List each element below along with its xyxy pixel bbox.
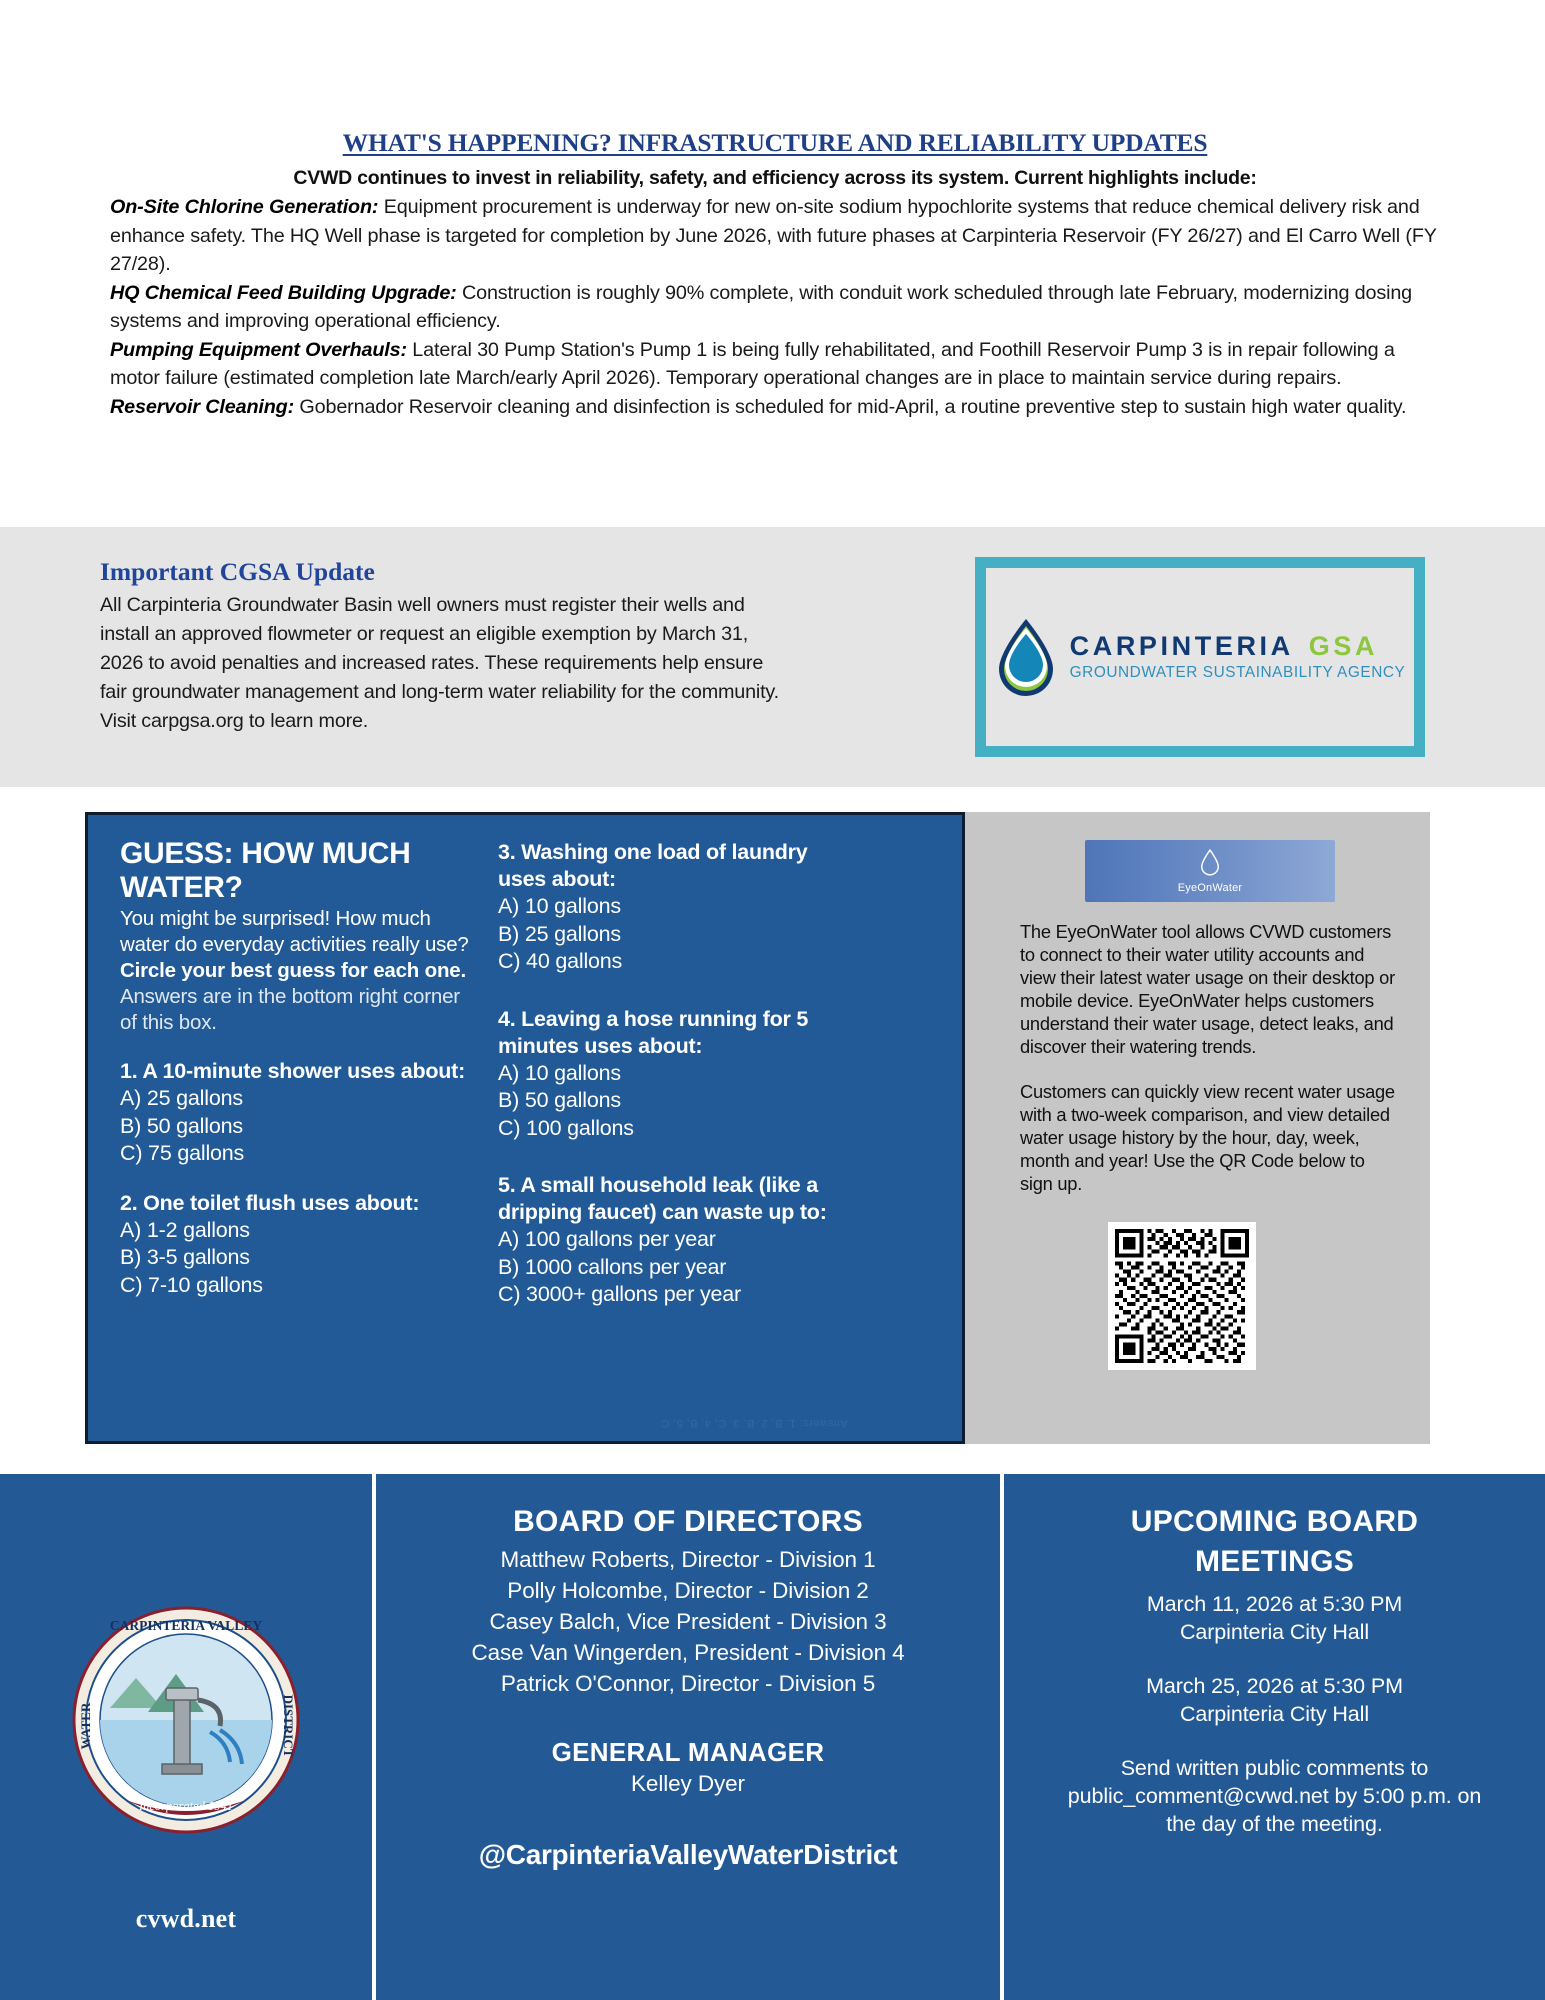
- board-member: Polly Holcombe, Director - Division 2: [507, 1578, 869, 1603]
- cgsa-logo: [995, 617, 1406, 697]
- quiz-question: [498, 839, 850, 976]
- cvwd-seal-logo: [70, 1604, 302, 1836]
- social-handle[interactable]: @CarpinteriaValleyWaterDistrict: [478, 1839, 898, 1870]
- meetings-heading-line2: MEETINGS: [1194, 1545, 1355, 1578]
- infrastructure-lead: CVWD continues to invest in reliability, safety, and efficiency across its system. Current highlights include:: [293, 167, 1257, 189]
- general-manager-heading: GENERAL MANAGER: [551, 1737, 825, 1767]
- cgsa-section: [0, 527, 1545, 787]
- meeting-location: Carpinteria City Hall: [1179, 1702, 1370, 1726]
- quiz-option[interactable]: A) 10 gallons: [498, 894, 621, 918]
- quiz-option[interactable]: B) 50 gallons: [498, 1088, 621, 1112]
- infrastructure-item-text: Gobernador Reservoir cleaning and disinfection is scheduled for mid-April, a routine preventive step to sustain high water quality.: [294, 395, 1407, 418]
- infrastructure-item-label: On-Site Chlorine Generation:: [110, 196, 379, 218]
- page-title: WHAT'S HAPPENING? INFRASTRUCTURE AND RELIABILITY UPDATES: [342, 128, 1208, 157]
- quiz-question: [120, 1190, 472, 1300]
- footer-board-column: [376, 1474, 1000, 2000]
- infrastructure-item-text: Equipment procurement is underway for new on-site sodium hypochlorite systems that reduce chemical delivery risk and enhance safety. The HQ Well phase is targeted for completion by June 2026, with future phases at Carpinteria Reservoir (FY 26/27) and El Carro Well (FY 27/28).: [110, 196, 1437, 275]
- meeting-date: March 25, 2026 at 5:30 PM: [1146, 1674, 1403, 1698]
- general-manager-name: Kelley Dyer: [631, 1771, 745, 1796]
- quiz-question-title: 1. A 10-minute shower uses about:: [120, 1059, 465, 1083]
- quiz-option[interactable]: C) 7-10 gallons: [120, 1272, 263, 1297]
- eyeonwater-paragraph: Customers can quickly view recent water usage with a two-week comparison, and view detailed water usage history by the hour, day, week, month and year! Use the QR Code below to sign up.: [1020, 1081, 1395, 1194]
- quiz-question-title: 4. Leaving a hose running for 5 minutes uses about:: [498, 1006, 809, 1058]
- infrastructure-section: [0, 0, 1545, 421]
- footer: [0, 1474, 1545, 2000]
- meeting-date: March 11, 2026 at 5:30 PM: [1146, 1592, 1403, 1616]
- qr-code[interactable]: [1108, 1222, 1256, 1370]
- quiz-question-title: 5. A small household leak (like a dripping faucet) can waste up to:: [498, 1173, 827, 1224]
- eyeonwater-logo: [1085, 840, 1335, 902]
- quiz-intro-part1: You might be surprised! How much water do everyday activities really use?: [120, 907, 469, 956]
- quiz-question: [120, 1058, 472, 1168]
- infrastructure-item-label: HQ Chemical Feed Building Upgrade:: [110, 281, 457, 304]
- board-member: Case Van Wingerden, President - Division 4: [471, 1640, 905, 1665]
- quiz-option[interactable]: B) 25 gallons: [498, 921, 621, 946]
- website-label[interactable]: cvwd.net: [135, 1904, 237, 1933]
- quiz-heading: GUESS: HOW MUCH WATER?: [120, 837, 411, 904]
- cgsa-body: All Carpinteria Groundwater Basin well owners must register their wells and install an approved flowmeter or request an eligible exemption by March 31, 2026 to avoid penalties and increased rates. These requirements help ensure fair groundwater management and long-term water reliability for the community. Visit carpgsa.org to learn more.: [100, 594, 779, 732]
- infrastructure-item-label: Reservoir Cleaning:: [110, 395, 295, 418]
- eyeonwater-panel: [990, 812, 1430, 1444]
- svg-text:WATER: WATER: [78, 1702, 93, 1750]
- quiz-question-title: 3. Washing one load of laundry uses about:: [498, 840, 808, 891]
- quiz-option[interactable]: C) 75 gallons: [120, 1141, 245, 1165]
- footer-meetings-column: [1004, 1474, 1545, 2000]
- meetings-heading-line1: UPCOMING BOARD: [1130, 1505, 1419, 1538]
- quiz-intro-part2: Answers are in the bottom right corner of this box.: [120, 985, 460, 1034]
- public-comments-note: Send written public comments to public_comment@cvwd.net by 5:00 p.m. on the day of the meeting.: [1067, 1756, 1482, 1836]
- quiz-option[interactable]: A) 100 gallons per year: [498, 1227, 716, 1251]
- eyeonwater-logo-label: EyeOnWater: [1177, 882, 1243, 894]
- quiz-option[interactable]: A) 10 gallons: [498, 1060, 621, 1085]
- quiz-intro: [120, 906, 472, 1036]
- quiz-question: [498, 1006, 850, 1143]
- quiz-option[interactable]: B) 3-5 gallons: [120, 1245, 250, 1269]
- cgsa-text-block: [100, 557, 780, 736]
- cgsa-logo-text: [1070, 633, 1406, 680]
- quiz-option[interactable]: B) 1000 callons per year: [498, 1254, 727, 1279]
- quiz-option[interactable]: C) 40 gallons: [498, 949, 623, 973]
- water-drop-icon: [1199, 848, 1221, 881]
- board-heading: BOARD OF DIRECTORS: [513, 1505, 863, 1538]
- quiz-section: [0, 812, 1545, 1444]
- infrastructure-item: [110, 279, 1440, 336]
- water-drop-icon: [995, 617, 1057, 697]
- infrastructure-item-label: Pumping Equipment Overhauls:: [110, 338, 407, 361]
- board-member: Patrick O'Connor, Director - Division 5: [500, 1671, 876, 1696]
- footer-logo-column: [0, 1474, 372, 2000]
- cgsa-logo-main-word: CARPINTERIA: [1069, 631, 1294, 662]
- infrastructure-item-text: Lateral 30 Pump Station's Pump 1 is being fully rehabilitated, and Foothill Reservoir Pump 3 is in repair following a motor failure (estimated completion late March/early April 2026). Temporary operational changes are in place to maintain service during repairs.: [110, 338, 1395, 389]
- cgsa-logo-gsa-word: GSA: [1308, 631, 1379, 662]
- quiz-option[interactable]: A) 25 gallons: [120, 1086, 243, 1110]
- board-member: Matthew Roberts, Director - Division 1: [500, 1547, 876, 1572]
- quiz-question: [498, 1172, 850, 1309]
- infrastructure-item: [110, 393, 1440, 422]
- quiz-option[interactable]: C) 3000+ gallons per year: [498, 1282, 741, 1306]
- svg-text:Incorporated 1941: Incorporated 1941: [138, 1799, 234, 1813]
- infrastructure-item: [110, 336, 1440, 393]
- infrastructure-item: [110, 193, 1440, 279]
- svg-text:CARPINTERIA VALLEY: CARPINTERIA VALLEY: [109, 1618, 263, 1633]
- board-member: Casey Balch, Vice President - Division 3: [489, 1609, 887, 1634]
- quiz-answer-key: Answers: 1. B, 2. B, 3. C, 4. B, 5. C: [661, 1417, 848, 1429]
- svg-text:DISTRICT: DISTRICT: [281, 1694, 296, 1758]
- infrastructure-item-text: Construction is roughly 90% complete, with conduit work scheduled through late February, modernizing dosing systems and improving operational efficiency.: [110, 281, 1413, 332]
- quiz-box: [85, 812, 965, 1444]
- quiz-column-left: [120, 837, 472, 1441]
- quiz-question-title: 2. One toilet flush uses about:: [120, 1190, 420, 1215]
- cgsa-logo-tagline: GROUNDWATER SUSTAINABILITY AGENCY: [1069, 664, 1406, 682]
- quiz-option[interactable]: C) 100 gallons: [498, 1115, 634, 1140]
- quiz-column-right: [498, 837, 850, 1441]
- cgsa-title: Important CGSA Update: [100, 557, 375, 586]
- cgsa-logo-frame: [975, 557, 1425, 757]
- quiz-intro-bold: Circle your best guess for each one.: [120, 959, 466, 982]
- meeting-location: Carpinteria City Hall: [1179, 1620, 1370, 1644]
- quiz-option[interactable]: A) 1-2 gallons: [120, 1217, 250, 1242]
- eyeonwater-paragraph: The EyeOnWater tool allows CVWD customers to connect to their water utility accounts and view their latest water usage on their desktop or mobile device. EyeOnWater helps customers understand their water usage, detect leaks, and discover their watering trends.: [1020, 921, 1395, 1057]
- quiz-option[interactable]: B) 50 gallons: [120, 1113, 243, 1138]
